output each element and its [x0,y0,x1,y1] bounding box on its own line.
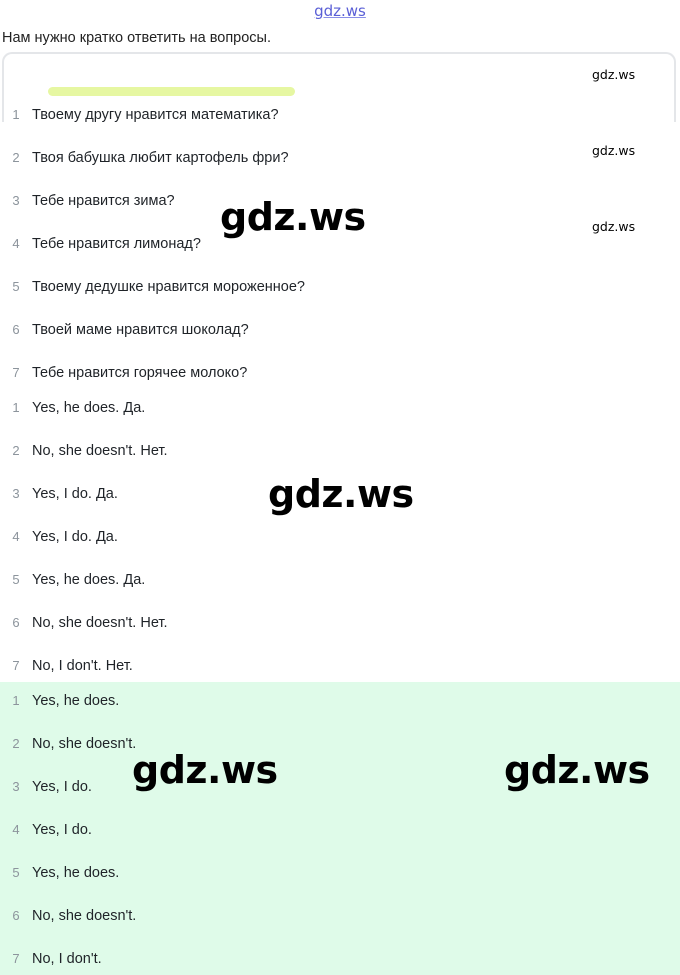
row-number: 5 [12,865,20,880]
question-text: Тебе нравится горячее молоко? [32,365,248,381]
answer-text: No, I don't. [32,951,102,967]
answer-text: Yes, he does. [32,865,120,881]
question-text: Тебе нравится зима? [32,193,175,209]
row-number: 6 [12,322,20,337]
row-number: 5 [12,572,20,587]
row-number: 3 [12,779,20,794]
row-number: 3 [12,193,20,208]
translation-text: No, she doesn't. Нет. [32,615,168,631]
row-number: 4 [12,822,20,837]
row-number: 3 [12,486,20,501]
watermark-large: gdz.ws [268,472,414,516]
row-number: 6 [12,615,20,630]
translation-text: Yes, I do. Да. [32,529,118,545]
row-number: 6 [12,908,20,923]
answer-text: No, she doesn't. [32,908,137,924]
question-text: Твоему дедушке нравится мороженное? [32,279,305,295]
question-text: Твоему другу нравится математика? [32,107,279,123]
intro-text: Нам нужно кратко ответить на вопросы. [2,30,272,46]
question-text: Твоей маме нравится шоколад? [32,322,249,338]
row-number: 4 [12,529,20,544]
row-number: 2 [12,736,20,751]
row-number: 1 [12,693,20,708]
translation-text: No, I don't. Нет. [32,658,133,674]
translation-text: Yes, he does. Да. [32,400,146,416]
watermark-large: gdz.ws [504,748,650,792]
row-number: 1 [12,107,20,122]
top-watermark-link[interactable]: gdz.ws [314,2,366,20]
answer-text: Yes, I do. [32,822,92,838]
watermark-large: gdz.ws [220,195,366,239]
tab-highlight-bar [48,87,295,96]
row-number: 4 [12,236,20,251]
answer-text: No, she doesn't. [32,736,137,752]
translation-text: Yes, I do. Да. [32,486,118,502]
answer-text: Yes, he does. [32,693,120,709]
row-number: 7 [12,658,20,673]
watermark-small: gdz.ws [592,67,636,82]
row-number: 2 [12,150,20,165]
row-number: 1 [12,400,20,415]
row-number: 5 [12,279,20,294]
answer-text: Yes, I do. [32,779,92,795]
row-number: 7 [12,951,20,966]
translation-text: No, she doesn't. Нет. [32,443,168,459]
row-number: 2 [12,443,20,458]
watermark-small: gdz.ws [592,143,636,158]
watermark-large: gdz.ws [132,748,278,792]
watermark-small: gdz.ws [592,219,636,234]
question-text: Твоя бабушка любит картофель фри? [32,150,289,166]
question-text: Тебе нравится лимонад? [32,236,201,252]
answers-highlight-block [0,682,680,975]
row-number: 7 [12,365,20,380]
translation-text: Yes, he does. Да. [32,572,146,588]
